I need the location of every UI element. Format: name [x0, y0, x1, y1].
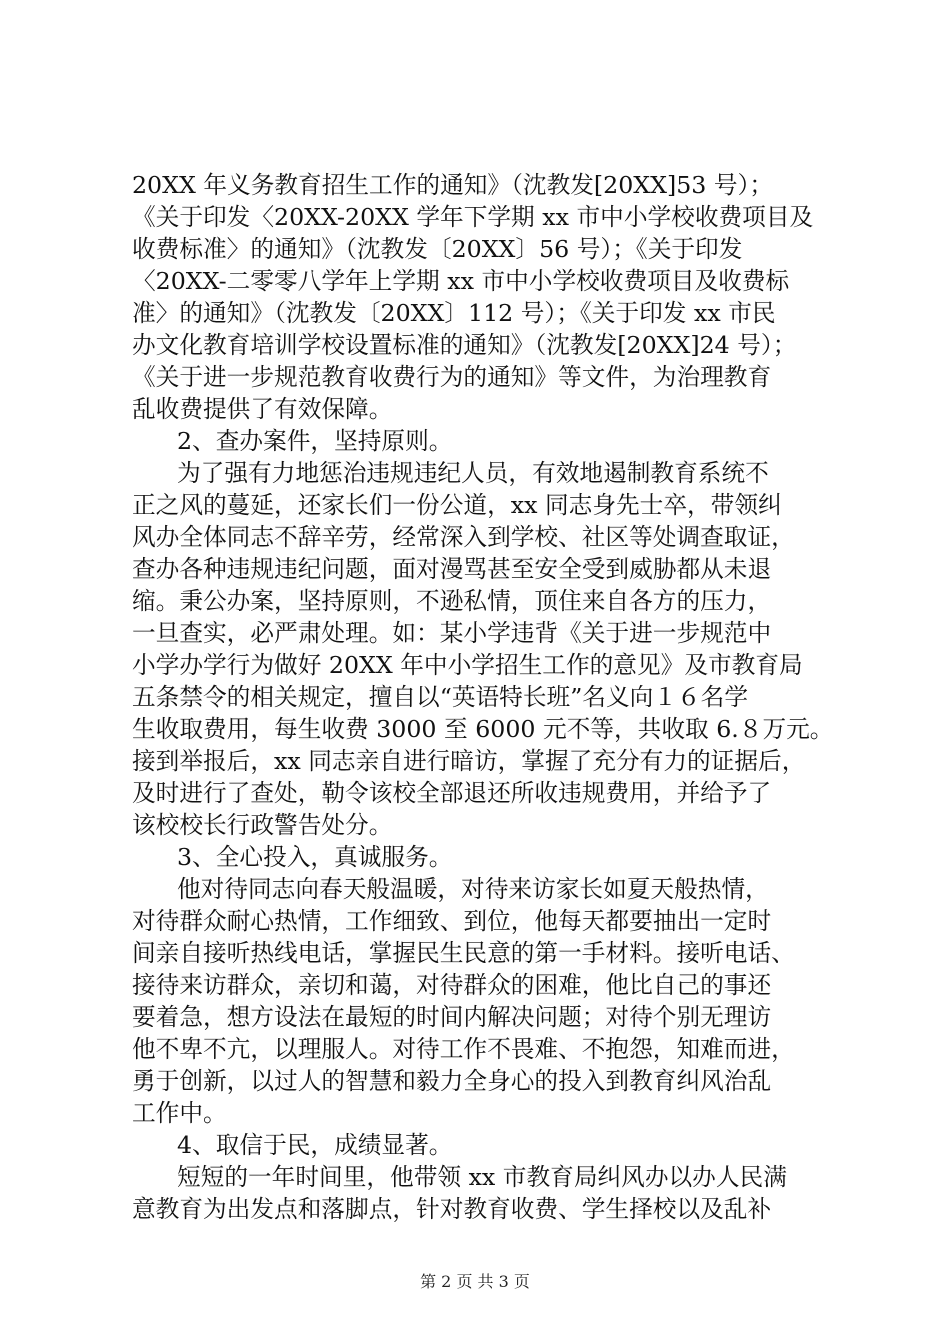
text-line: 一旦查实，必严肃处理。如：某小学违背《关于进一步规范中 — [132, 619, 772, 647]
text-line: 风办全体同志不辞辛劳，经常深入到学校、社区等处调查取证， — [132, 523, 795, 551]
text-line: 正之风的蔓延，还家长们一份公道，xx 同志身先士卒，带领纠 — [132, 491, 782, 519]
text-line: 查办各种违规违纪问题，面对漫骂甚至安全受到威胁都从未退 — [132, 555, 772, 583]
text-line: 《关于印发〈20XX-20XX 学年下学期 xx 市中小学校收费项目及 — [132, 203, 814, 231]
section-heading: 2、查办案件，坚持原则。 — [177, 427, 453, 455]
text-line: 小学办学行为做好 20XX 年中小学招生工作的意见》及市教育局 — [132, 651, 803, 679]
text-line: 他不卑不亢，以理服人。对待工作不畏难、不抱怨，知难而进， — [132, 1035, 795, 1063]
section-heading: 3、全心投入，真诚服务。 — [177, 843, 453, 871]
text-line: 勇于创新，以过人的智慧和毅力全身心的投入到教育纠风治乱 — [132, 1067, 772, 1095]
text-line: 准〉的通知》（沈教发〔20XX〕112 号）；《关于印发 xx 市民 — [132, 299, 776, 327]
text-line: 他对待同志向春天般温暖，对待来访家长如夏天般热情， — [177, 875, 769, 903]
text-line: 缩。秉公办案，坚持原则，不逊私情，顶住来自各方的压力， — [132, 587, 772, 615]
text-line: 及时进行了查处，勒令该校全部退还所收违规费用，并给予了 — [132, 779, 772, 807]
text-line: 对待群众耐心热情，工作细致、到位，他每天都要抽出一定时 — [132, 907, 772, 935]
text-line: 乱收费提供了有效保障。 — [132, 395, 393, 423]
text-line: 间亲自接听热线电话，掌握民生民意的第一手材料。接听电话、 — [132, 939, 795, 967]
text-line: 办文化教育培训学校设置标准的通知》（沈教发[20XX]24 号）； — [132, 331, 797, 359]
text-line: 收费标准〉的通知》（沈教发〔20XX〕56 号）；《关于印发 — [132, 235, 743, 263]
text-line: 要着急，想方设法在最短的时间内解决问题；对待个别无理访 — [132, 1003, 772, 1031]
text-line: 接待来访群众，亲切和蔼，对待群众的困难，他比自己的事还 — [132, 971, 772, 999]
text-line: 《关于进一步规范教育收费行为的通知》等文件，为治理教育 — [132, 363, 772, 391]
text-line: 该校校长行政警告处分。 — [132, 811, 393, 839]
text-line: 短短的一年时间里，他带领 xx 市教育局纠风办以办人民满 — [177, 1163, 787, 1191]
text-line: 生收取费用，每生收费 3000 至 6000 元不等，共收取 6.８万元。 — [132, 715, 834, 743]
section-heading: 4、取信于民，成绩显著。 — [177, 1131, 453, 1159]
text-line: 接到举报后，xx 同志亲自进行暗访，掌握了充分有力的证据后， — [132, 747, 806, 775]
text-line: 五条禁令的相关规定，擅自以“英语特长班”名义向１６名学 — [132, 683, 749, 711]
page-footer: 第 2 页 共 3 页 — [420, 1272, 530, 1291]
text-line: 意教育为出发点和落脚点，针对教育收费、学生择校以及乱补 — [132, 1195, 772, 1223]
text-line: 〈20XX-二零零八学年上学期 xx 市中小学校收费项目及收费标 — [132, 267, 790, 295]
text-line: 为了强有力地惩治违规违纪人员，有效地遏制教育系统不 — [177, 459, 769, 487]
text-line: 工作中。 — [132, 1099, 227, 1127]
text-line: 20XX 年义务教育招生工作的通知》（沈教发[20XX]53 号）； — [132, 171, 774, 199]
